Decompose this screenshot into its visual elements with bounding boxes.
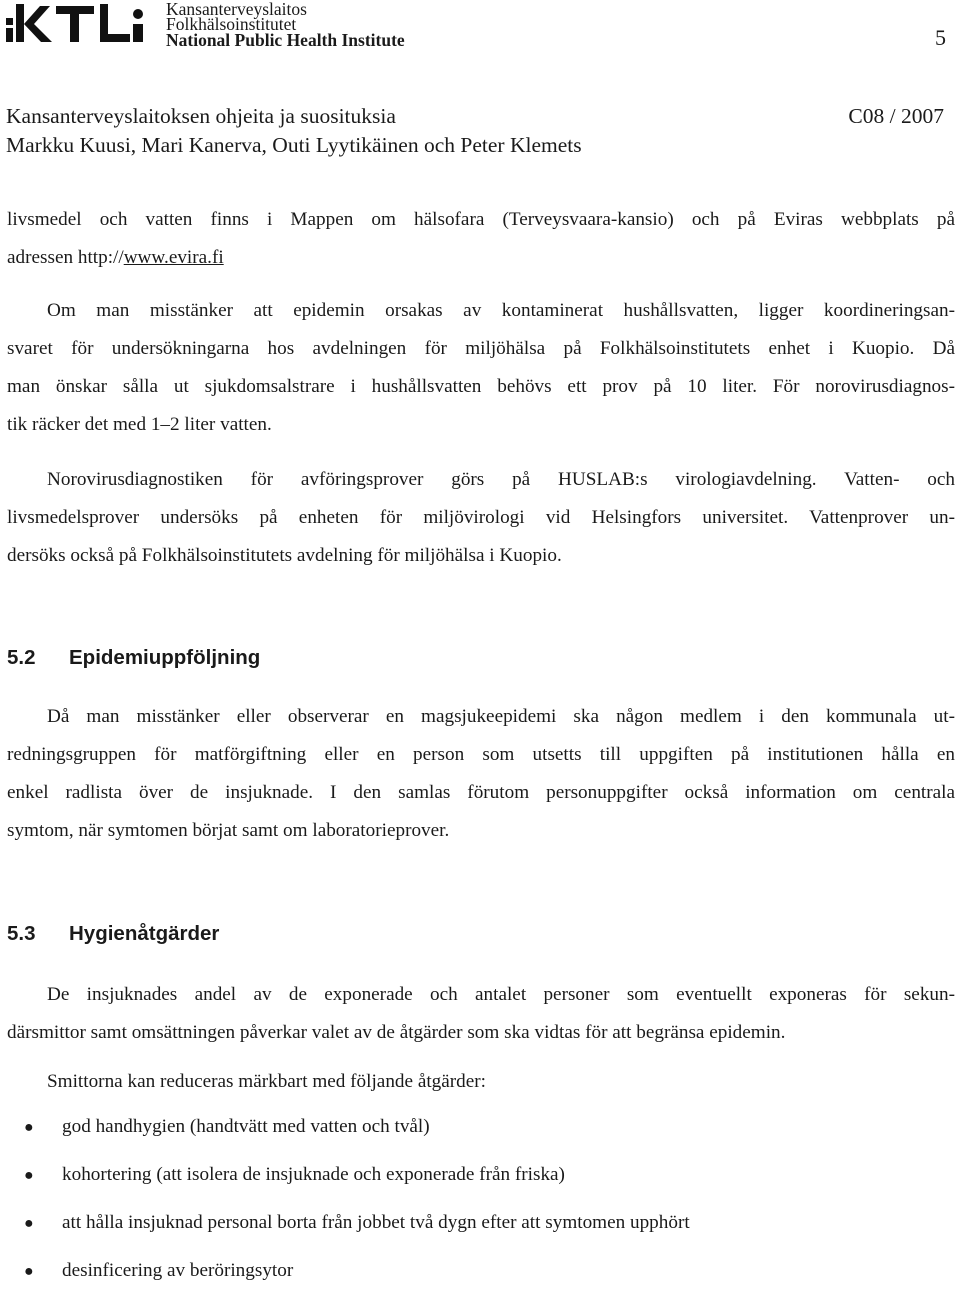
paragraph-line: Då man misstänker eller observerar en magsjukeepidemi ska någon medlem i den kommunala ut- [47,706,955,727]
bullet-icon: ● [24,1263,34,1280]
list-item [24,1247,690,1295]
bullet-icon: ● [24,1167,34,1184]
paragraph-line: livsmedelsprover undersöks på enheten för miljövirologi vid Helsingfors universitet. Vattenprover un- [7,507,955,528]
paragraph-line: man önskar sålla ut sjukdomsalstrare i hushållsvatten behövs ett prov på 10 liter. För norovirusdiagnos- [7,376,955,397]
paragraph-line: svaret för undersökningarna hos avdelningen för miljöhälsa på Folkhälsoinstitutets enhet i Kuopio. Då [7,338,955,359]
paragraph-hygienatgarder [7,976,955,1052]
paragraph-line: De insjuknades andel av de exponerade och antalet personer som eventuellt exponeras för sekun- [47,984,955,1005]
section-heading-5-3 [7,922,219,946]
section-title: Hygienåtgärder [69,922,220,945]
paragraph-text: adressen http:// [7,247,124,268]
ktl-logo [4,0,154,46]
paragraph-epidemiuppfoljning [7,698,955,850]
list-item [24,1103,690,1151]
section-number: 5.2 [7,646,36,669]
series-code: C08 / 2007 [848,104,944,128]
bullet-icon: ● [24,1215,34,1232]
paragraph-hushallsvatten [7,292,955,444]
institute-name-en: National Public Health Institute [166,30,405,50]
measures-list [24,1103,690,1295]
list-item-text: kohortering (att isolera de insjuknade och exponerade från friska) [62,1164,565,1185]
paragraph-line: Norovirusdiagnostiken för avföringsprover görs på HUSLAB:s virologiavdelning. Vatten- och [47,469,955,490]
institute-name-fi: Kansanterveyslaitos [166,0,307,19]
paragraph-line: tik räcker det med 1–2 liter vatten. [7,414,272,435]
page-number: 5 [935,25,946,50]
section-heading-5-2 [7,646,260,670]
paragraph-norovirus [7,461,955,575]
paragraph-line: därsmittor samt omsättningen påverkar valet av de åtgärder som ska vidtas för att begränsa epidemin. [7,1022,786,1043]
paragraph-eviras [7,201,955,277]
section-title: Epidemiuppföljning [69,646,261,669]
institute-name-sv: Folkhälsoinstitutet [166,14,297,34]
paragraph-line: Om man misstänker att epidemin orsakas av kontaminerat hushållsvatten, ligger koordineringsan- [47,300,955,321]
paragraph-line: symtom, när symtomen börjat samt om laboratorieprover. [7,820,450,841]
series-title: Kansanterveyslaitoksen ohjeita ja suosituksia [6,104,396,128]
section-number: 5.3 [7,922,36,945]
list-item-text: god handhygien (handtvätt med vatten och tvål) [62,1116,430,1137]
list-item-text: att hålla insjuknad personal borta från jobbet två dygn efter att symtomen upphört [62,1212,690,1233]
paragraph-line: redningsgruppen för matförgiftning eller en person som utsetts till uppgiften på institutionen hålla en [7,744,955,765]
list-item [24,1151,690,1199]
paragraph-line: enkel radlista över de insjuknade. I den samlas förutom personuppgifter också information om centrala [7,782,955,803]
paragraph-line: Smittorna kan reduceras märkbart med följande åtgärder: [47,1071,486,1092]
authors: Markku Kuusi, Mari Kanerva, Outi Lyytikäinen och Peter Klemets [6,133,582,157]
paragraph-line: livsmedel och vatten finns i Mappen om hälsofara (Terveysvaara-kansio) och på Eviras webbplats på [7,209,955,230]
paragraph-intro [7,1063,955,1101]
bullet-icon: ● [24,1119,34,1136]
evira-link[interactable]: www.evira.fi [123,247,224,268]
list-item [24,1199,690,1247]
list-item-text: desinficering av beröringsytor [62,1260,294,1281]
paragraph-line: dersöks också på Folkhälsoinstitutets avdelning för miljöhälsa i Kuopio. [7,545,562,566]
